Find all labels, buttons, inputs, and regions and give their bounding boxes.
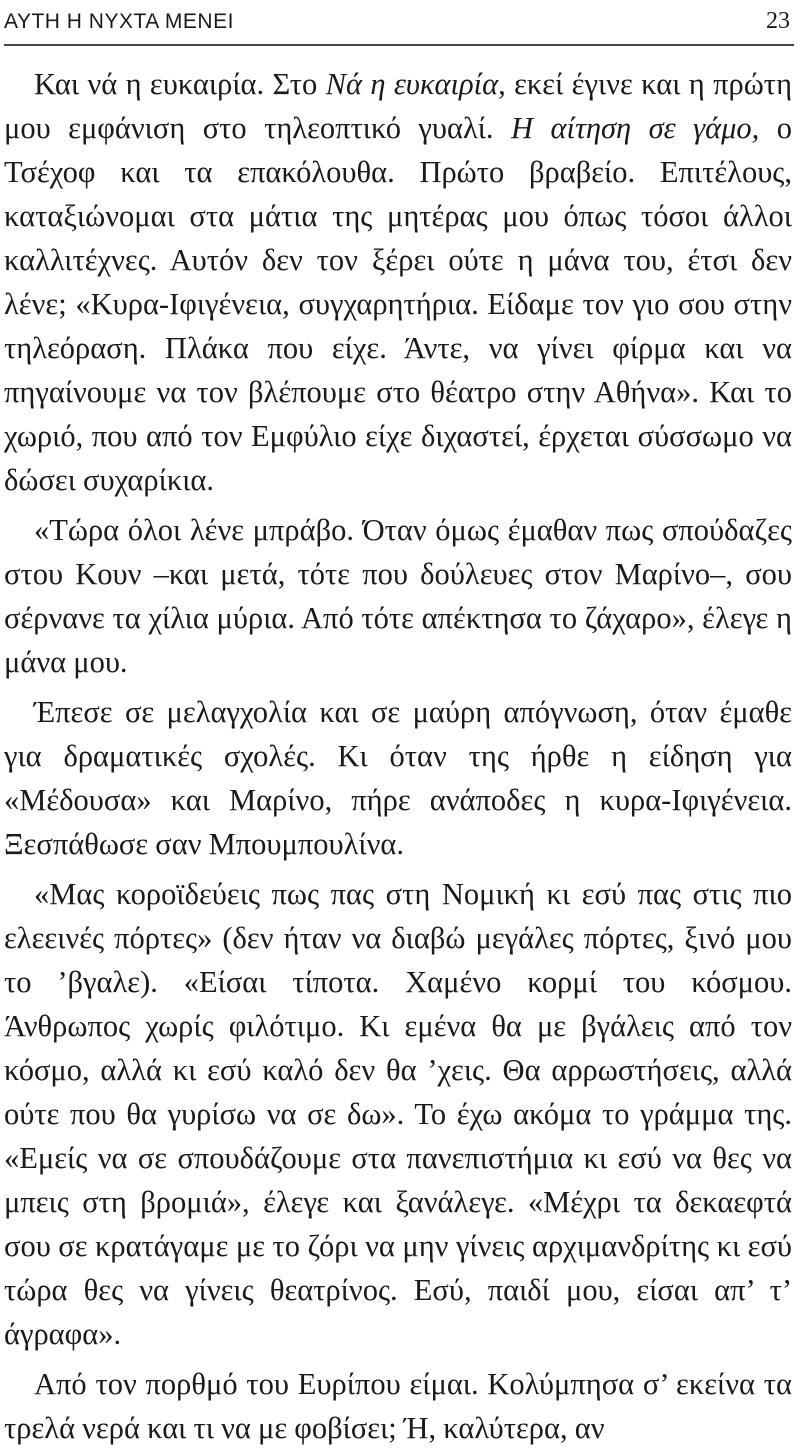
paragraph-text: Έπεσε σε μελαγχολία και σε μαύρη απόγνωση, όταν έμαθε για δραματικές σχολές. Κι όταν της ήρθε η είδηση για «Μέδουσα» και Μαρίνο, πήρε ανάποδες η κυρα-Ιφιγένεια. Ξεσπάθωσε σαν Μπουμπουλίνα. [4, 695, 792, 861]
paragraph [4, 62, 792, 502]
paragraph-text: ο Τσέχοφ και τα επακόλουθα. Πρώτο βραβείο. Επιτέλους, καταξιώνομαι στα μάτια της μητέρας μου όπως τόσοι άλλοι καλλιτέχνες. Αυτόν δεν τον ξέρει ούτε η μάνα του, έτσι δεν λένε; «Κυρα-Ιφιγένεια, συγχαρητήρια. Είδαμε τον γιο σου στην τηλεόραση. Πλάκα που είχε. Άντε, να γίνει φίρμα και να πηγαίνουμε να τον βλέπουμε στο θέατρο στην Αθήνα». Και το χωριό, που από τον Εμφύλιο είχε διχαστεί, έρχεται σύσσωμο να δώσει συχαρίκια. [4, 111, 792, 497]
body-text [4, 62, 792, 1456]
paragraph [4, 1362, 792, 1450]
paragraph [4, 690, 792, 866]
page-number: 23 [766, 8, 790, 34]
running-head: ΑΥΤΗ Η ΝΥΧΤΑ ΜΕΝΕΙ [4, 10, 234, 33]
paragraph [4, 508, 792, 684]
paragraph-text: Από τον πορθμό του Ευρίπου είμαι. Κολύμπησα σ’ εκείνα τα τρελά νερά και τι να με φοβίσει; Ή, καλύτερα, αν [4, 1367, 792, 1445]
paragraph-text: Και νά η ευκαιρία. Στο [34, 67, 326, 101]
header-rule [4, 44, 794, 46]
paragraph-text: εκεί έγινε και η πρώτη μου εμφάνιση στο τηλεοπτικό γυαλί. [4, 67, 793, 145]
paragraph-text: «Τώρα όλοι λένε μπράβο. Όταν όμως έμαθαν πως σπούδαζες στου Κουν –και μετά, τότε που δούλευες στον Μαρίνο–, σου σέρνανε τα χίλια μύρια. Από τότε απέκτησα το ζάχαρο», έλεγε η μάνα μου. [4, 513, 792, 679]
italic-title-text: Η αίτηση σε γάμο, [511, 111, 760, 145]
paragraph [4, 872, 792, 1356]
paragraph-text: «Μας κοροϊδεύεις πως πας στη Νομική κι εσύ πας στις πιο ελεεινές πόρτες» (δεν ήταν να διαβώ μεγάλες πόρτες, ξινό μου το ’βγαλε). «Είσαι τίποτα. Χαμένο κορμί του κόσμου. Άνθρωπος χωρίς φιλότιμο. Κι εμένα θα με βγάλεις από τον κόσμο, αλλά κι εσύ καλό δεν θα ’χεις. Θα αρρωστήσεις, αλλά ούτε που θα γυρίσω να σε δω». Το έχω ακόμα το γράμμα της. «Εμείς να σε σπουδάζουμε στα πανεπιστήμια κι εσύ να θες να μπεις στη βρομιά», έλεγε και ξανάλεγε. «Μέχρι τα δεκαεφτά σου σε κρατάγαμε με το ζόρι να μην γίνεις αρχιμανδρίτης κι εσύ τώρα θες να γίνεις θεατρίνος. Εσύ, παιδί μου, είσαι απ’ τ’ άγραφα». [4, 877, 792, 1351]
italic-title-text: Νά η ευκαιρία, [325, 67, 506, 101]
page-header [0, 4, 800, 36]
